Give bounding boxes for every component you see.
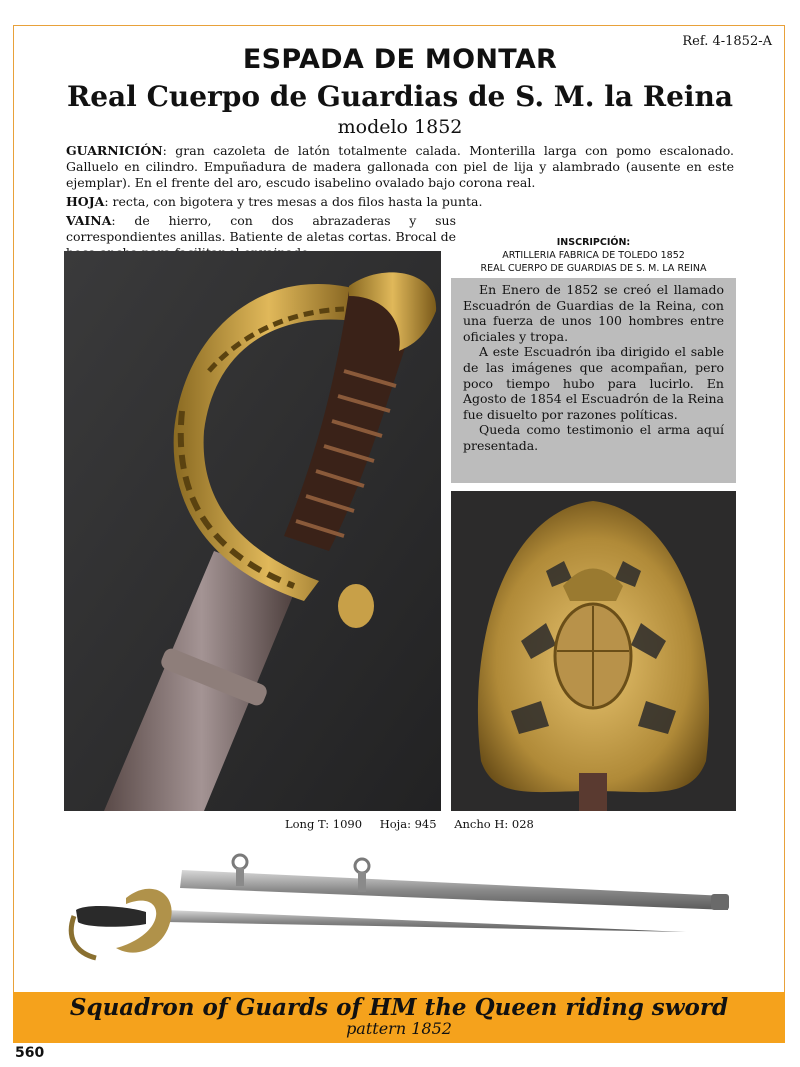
history-paragraph-2: A este Escuadrón iba dirigido el sable de las imágenes que acompañan, pero poco tiempo hubo para lucirlo. En Agosto de 1854 el Escuadrón de la Reina fue disuelto por razones políticas. (463, 344, 724, 422)
inscription-line-1: ARTILLERIA FABRICA DE TOLEDO 1852 (502, 250, 685, 261)
page-number: 560 (15, 1045, 45, 1061)
hoja-label: HOJA (66, 194, 105, 209)
blade-length: Hoja: 945 (379, 817, 437, 831)
vaina-label: VAINA (66, 213, 112, 228)
page-subtitle: Real Cuerpo de Guardias de S. M. la Reina (66, 80, 734, 113)
blade-width: Ancho H: 028 (454, 817, 534, 831)
full-sword-photo (66, 848, 736, 973)
dimensions (285, 817, 548, 831)
inscription (451, 236, 736, 275)
hilt-photo (64, 251, 441, 811)
guarnicion-text: : gran cazoleta de latón totalmente calada. Monterilla larga con pomo escalonado. Galluelo en cilindro. Empuñadura de madera gallonada con piel de lija y alambrado (ausente en este ejemplar). En el frente del aro, escudo isabelino ovalado bajo corona real. (66, 143, 734, 190)
english-title: Squadron of Guards of HM the Queen riding sword (69, 994, 729, 1021)
guard-detail-photo (451, 491, 736, 811)
reference-code: Ref. 4-1852-A (682, 34, 772, 49)
hoja-text: : recta, con bigotera y tres mesas a dos filos hasta la punta. (104, 194, 483, 209)
hoja-paragraph (66, 194, 734, 210)
english-subtitle: pattern 1852 (346, 1019, 452, 1038)
vaina-text: : de hierro, con dos abrazaderas y sus correspondientes anillas. Batiente de aletas cortas. Brocal de (66, 213, 456, 244)
total-length: Long T: 1090 (285, 817, 363, 831)
history-paragraph-1: En Enero de 1852 se creó el llamado Escuadrón de Guardias de la Reina, con una fuerza de unos 100 hombres entre oficiales y tropa. (463, 282, 724, 344)
english-title-banner (13, 992, 785, 1043)
model-year: modelo 1852 (337, 116, 463, 138)
guarnicion-paragraph (66, 143, 734, 191)
inscription-line-2: REAL CUERPO DE GUARDIAS DE S. M. LA REINA (480, 263, 707, 274)
inscription-heading: INSCRIPCIÓN: (556, 237, 631, 248)
page-title: ESPADA DE MONTAR (242, 44, 558, 75)
guarnicion-label: GUARNICIÓN (66, 143, 163, 158)
history-box (451, 278, 736, 483)
history-paragraph-3: Queda como testimonio el arma aquí presentada. (463, 422, 724, 453)
